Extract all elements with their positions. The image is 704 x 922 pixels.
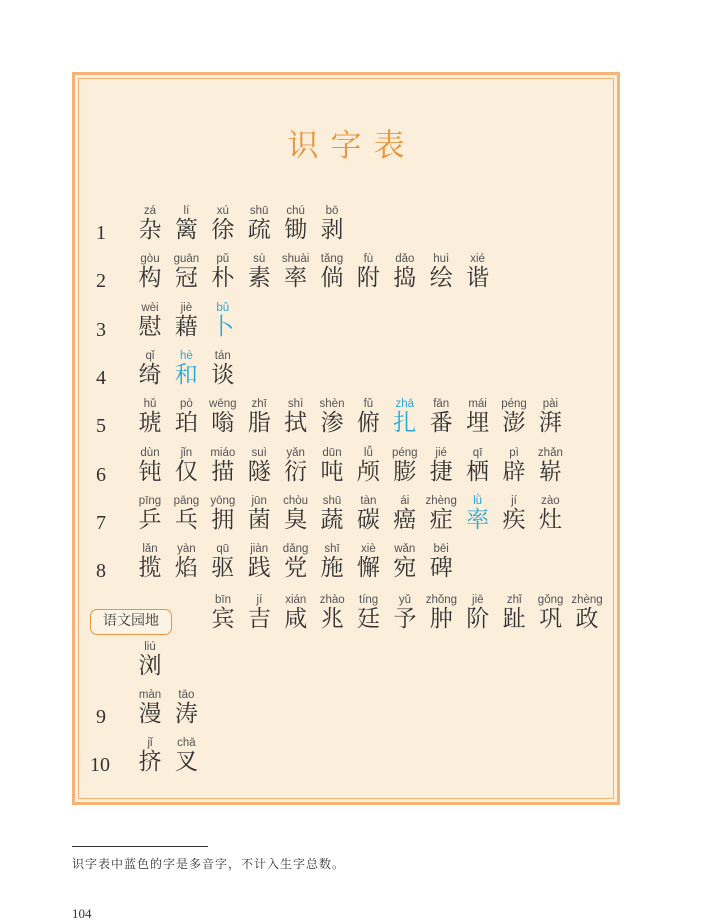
hanzi: 崭 bbox=[538, 458, 562, 485]
vocab-char bbox=[168, 737, 204, 775]
pinyin: suì bbox=[251, 446, 267, 459]
hanzi: 巩 bbox=[539, 606, 563, 632]
pinyin: zhèng bbox=[571, 594, 603, 606]
pinyin: bīn bbox=[215, 594, 231, 606]
pinyin: péng bbox=[392, 446, 418, 459]
vocab-char bbox=[168, 253, 204, 291]
pinyin: wēng bbox=[209, 398, 237, 411]
hanzi: 冠 bbox=[174, 265, 198, 292]
hanzi: 焰 bbox=[174, 555, 198, 582]
pinyin: yǔ bbox=[398, 594, 412, 606]
pinyin: tíng bbox=[359, 594, 379, 606]
hanzi: 扎 bbox=[393, 410, 417, 437]
vocab-char bbox=[132, 447, 168, 485]
pinyin: yǎn bbox=[286, 446, 305, 459]
hanzi: 珀 bbox=[174, 410, 198, 437]
pinyin: bǔ bbox=[216, 301, 230, 314]
hanzi: 予 bbox=[393, 606, 417, 632]
hanzi: 懈 bbox=[356, 555, 380, 582]
pinyin: mái bbox=[468, 398, 487, 411]
vocab-char bbox=[241, 495, 277, 533]
pinyin: hè bbox=[179, 349, 193, 362]
vocab-char bbox=[532, 447, 568, 485]
pinyin: tán bbox=[214, 349, 231, 362]
hanzi: 廷 bbox=[357, 606, 381, 632]
vocab-char bbox=[241, 205, 277, 243]
pinyin: xián bbox=[285, 594, 307, 606]
vocab-char bbox=[460, 594, 496, 632]
pinyin: tàn bbox=[360, 494, 377, 507]
hanzi: 乓 bbox=[174, 506, 198, 533]
pinyin: gòu bbox=[140, 253, 160, 266]
vocab-char bbox=[168, 350, 204, 388]
vocab-char bbox=[132, 543, 168, 581]
hanzi: 慰 bbox=[138, 313, 162, 340]
pinyin: jí bbox=[256, 594, 263, 606]
hanzi: 灶 bbox=[538, 506, 562, 533]
hanzi: 浏 bbox=[138, 653, 162, 679]
pinyin: dūn bbox=[322, 446, 342, 459]
hanzi: 隧 bbox=[247, 458, 271, 485]
pinyin: wèi bbox=[141, 301, 159, 314]
hanzi: 构 bbox=[138, 265, 162, 292]
vocab-char bbox=[350, 398, 386, 436]
vocab-char bbox=[387, 594, 423, 632]
hanzi: 番 bbox=[429, 410, 453, 437]
pinyin: dǎo bbox=[395, 253, 415, 266]
vocab-char bbox=[168, 543, 204, 581]
pinyin: ái bbox=[400, 494, 410, 507]
vocab-char bbox=[241, 447, 277, 485]
hanzi: 钝 bbox=[138, 458, 162, 485]
vocab-char bbox=[168, 447, 204, 485]
hanzi: 乒 bbox=[138, 506, 162, 533]
hanzi: 碳 bbox=[356, 506, 380, 533]
hanzi: 栖 bbox=[466, 458, 490, 485]
pinyin: tāo bbox=[178, 689, 195, 701]
pinyin: sù bbox=[253, 253, 266, 266]
pinyin: jiàn bbox=[250, 543, 269, 556]
pinyin: pīng bbox=[138, 494, 162, 507]
pinyin: fān bbox=[433, 398, 450, 411]
hanzi: 谈 bbox=[211, 361, 235, 388]
vocab-char bbox=[496, 447, 532, 485]
hanzi: 绮 bbox=[138, 361, 162, 388]
vocab-char bbox=[278, 253, 314, 291]
pinyin: lǎn bbox=[142, 543, 158, 556]
hanzi: 徐 bbox=[211, 217, 235, 243]
hanzi: 癌 bbox=[393, 506, 417, 533]
vocab-char bbox=[314, 205, 350, 243]
pinyin: jié bbox=[435, 446, 447, 459]
pinyin: dǎng bbox=[282, 543, 309, 556]
hanzi: 埋 bbox=[466, 410, 490, 437]
hanzi: 碑 bbox=[429, 555, 453, 582]
hanzi: 臭 bbox=[284, 506, 308, 533]
vocab-char bbox=[423, 495, 459, 533]
vocab-char bbox=[569, 594, 605, 632]
hanzi: 宾 bbox=[211, 606, 235, 632]
vocab-char bbox=[205, 205, 241, 243]
hanzi: 兆 bbox=[320, 606, 344, 632]
hanzi: 藉 bbox=[174, 313, 198, 340]
hanzi: 篱 bbox=[174, 217, 198, 243]
pinyin: chú bbox=[286, 205, 305, 217]
hanzi: 肿 bbox=[429, 606, 453, 632]
row-number: 5 bbox=[96, 415, 106, 438]
hanzi: 宛 bbox=[393, 555, 417, 582]
hanzi: 杂 bbox=[138, 217, 162, 243]
pinyin: bēi bbox=[433, 543, 449, 556]
vocab-char bbox=[350, 447, 386, 485]
hanzi: 党 bbox=[284, 555, 308, 582]
vocab-char bbox=[387, 253, 423, 291]
pinyin: yōng bbox=[210, 494, 236, 507]
vocab-char bbox=[460, 253, 496, 291]
hanzi: 素 bbox=[247, 265, 271, 292]
pinyin: zhèng bbox=[425, 494, 457, 507]
hanzi: 颅 bbox=[356, 458, 380, 485]
vocab-char bbox=[205, 302, 241, 340]
vocab-char bbox=[532, 495, 568, 533]
vocab-char bbox=[387, 447, 423, 485]
vocab-char bbox=[205, 398, 241, 436]
vocab-char bbox=[460, 495, 496, 533]
pinyin: pò bbox=[179, 398, 193, 411]
pinyin: shuài bbox=[281, 253, 310, 266]
vocab-char bbox=[460, 447, 496, 485]
hanzi: 嗡 bbox=[211, 410, 235, 437]
vocab-char bbox=[314, 398, 350, 436]
hanzi: 和 bbox=[174, 361, 198, 388]
pinyin: zhī bbox=[251, 398, 267, 411]
pinyin: huì bbox=[433, 253, 450, 266]
vocab-char bbox=[314, 543, 350, 581]
hanzi: 渗 bbox=[320, 410, 344, 437]
page-number: 104 bbox=[72, 906, 92, 921]
pinyin: lǜ bbox=[473, 494, 483, 507]
pinyin: péng bbox=[501, 398, 527, 411]
vocab-char bbox=[532, 398, 568, 436]
pinyin: chā bbox=[177, 737, 196, 749]
hanzi: 疏 bbox=[247, 217, 271, 243]
hanzi: 描 bbox=[211, 458, 235, 485]
pinyin: jiè bbox=[180, 301, 193, 314]
hanzi: 挤 bbox=[138, 749, 162, 775]
hanzi: 咸 bbox=[284, 606, 308, 632]
vocab-char bbox=[387, 398, 423, 436]
vocab-char bbox=[241, 253, 277, 291]
vocab-char bbox=[533, 594, 569, 632]
hanzi: 揽 bbox=[138, 555, 162, 582]
hanzi: 症 bbox=[429, 506, 453, 533]
hanzi: 叉 bbox=[174, 749, 198, 775]
hanzi: 菌 bbox=[247, 506, 271, 533]
hanzi: 琥 bbox=[138, 410, 162, 437]
vocab-char bbox=[278, 543, 314, 581]
pinyin: jí bbox=[511, 494, 517, 507]
hanzi: 吉 bbox=[247, 606, 271, 632]
vocab-char bbox=[350, 543, 386, 581]
pinyin: jūn bbox=[251, 494, 267, 507]
vocab-char bbox=[241, 594, 277, 632]
vocab-char bbox=[278, 495, 314, 533]
vocab-char bbox=[314, 495, 350, 533]
pinyin: tǎng bbox=[320, 253, 344, 266]
row-number: 8 bbox=[96, 560, 106, 583]
hanzi: 阶 bbox=[466, 606, 490, 632]
footnote-rule bbox=[72, 846, 208, 847]
vocab-char bbox=[423, 543, 459, 581]
hanzi: 辟 bbox=[502, 458, 526, 485]
vocab-char bbox=[423, 398, 459, 436]
hanzi: 俯 bbox=[356, 410, 380, 437]
pinyin: zá bbox=[143, 205, 157, 217]
vocab-char bbox=[132, 641, 168, 679]
pinyin: qū bbox=[216, 543, 230, 556]
hanzi: 澎 bbox=[502, 410, 526, 437]
hanzi: 谐 bbox=[466, 265, 490, 292]
pinyin: qǐ bbox=[145, 349, 155, 362]
hanzi: 拭 bbox=[284, 410, 308, 437]
pinyin: qī bbox=[472, 446, 483, 459]
vocab-char bbox=[205, 543, 241, 581]
vocab-char bbox=[241, 543, 277, 581]
hanzi: 倘 bbox=[320, 265, 344, 292]
vocab-char bbox=[314, 253, 350, 291]
vocab-char bbox=[241, 398, 277, 436]
vocab-char bbox=[132, 253, 168, 291]
vocab-char bbox=[205, 594, 241, 632]
pinyin: wǎn bbox=[394, 543, 416, 556]
pinyin: zhào bbox=[319, 594, 345, 606]
pinyin: bō bbox=[325, 205, 339, 217]
vocab-char bbox=[387, 495, 423, 533]
row-number: 1 bbox=[96, 222, 106, 244]
pinyin: shì bbox=[287, 398, 304, 411]
pinyin: shū bbox=[322, 494, 342, 507]
pinyin: hǔ bbox=[143, 398, 157, 411]
pinyin: pài bbox=[542, 398, 559, 411]
row-number: 2 bbox=[96, 270, 106, 293]
pinyin: zhā bbox=[395, 398, 415, 411]
pinyin: lǚ bbox=[363, 446, 373, 459]
hanzi: 涛 bbox=[174, 701, 198, 727]
hanzi: 衍 bbox=[284, 458, 308, 485]
vocab-char bbox=[205, 350, 241, 388]
pinyin: jǐ bbox=[147, 737, 153, 749]
hanzi: 捷 bbox=[429, 458, 453, 485]
hanzi: 率 bbox=[284, 265, 308, 292]
vocab-char bbox=[132, 737, 168, 775]
vocab-char bbox=[168, 689, 204, 727]
vocab-char bbox=[350, 495, 386, 533]
hanzi: 湃 bbox=[538, 410, 562, 437]
vocab-char bbox=[496, 495, 532, 533]
hanzi: 蔬 bbox=[320, 506, 344, 533]
hanzi: 疾 bbox=[502, 506, 526, 533]
pinyin: gǒng bbox=[537, 594, 564, 606]
vocab-char bbox=[132, 205, 168, 243]
hanzi: 卜 bbox=[211, 313, 235, 340]
pinyin: jǐn bbox=[180, 446, 193, 459]
pinyin: zhǐ bbox=[506, 594, 522, 606]
hanzi: 拥 bbox=[211, 506, 235, 533]
pinyin: xiè bbox=[361, 543, 376, 556]
pinyin: miáo bbox=[210, 446, 236, 459]
hanzi: 剥 bbox=[320, 217, 344, 243]
hanzi: 漫 bbox=[138, 701, 162, 727]
row-number: 10 bbox=[90, 754, 110, 776]
pinyin: pǔ bbox=[216, 253, 230, 266]
vocab-char bbox=[351, 594, 387, 632]
hanzi: 政 bbox=[575, 606, 599, 632]
vocab-char bbox=[132, 689, 168, 727]
pinyin: yàn bbox=[177, 543, 196, 556]
hanzi: 附 bbox=[356, 265, 380, 292]
pinyin: fù bbox=[363, 253, 374, 266]
pinyin: xié bbox=[470, 253, 485, 266]
hanzi: 脂 bbox=[247, 410, 271, 437]
hanzi: 锄 bbox=[284, 217, 308, 243]
hanzi: 践 bbox=[247, 555, 271, 582]
hanzi: 驱 bbox=[211, 555, 235, 582]
hanzi: 膨 bbox=[393, 458, 417, 485]
hanzi: 施 bbox=[320, 555, 344, 582]
vocab-char bbox=[168, 205, 204, 243]
hanzi: 绘 bbox=[429, 265, 453, 292]
pinyin: pì bbox=[509, 446, 519, 459]
pinyin: shū bbox=[249, 205, 269, 217]
row-number: 3 bbox=[96, 318, 106, 341]
row-number: 9 bbox=[96, 706, 106, 728]
vocab-char bbox=[205, 495, 241, 533]
vocab-char bbox=[278, 447, 314, 485]
pinyin: zào bbox=[541, 494, 560, 507]
vocab-char bbox=[168, 302, 204, 340]
vocab-char bbox=[168, 398, 204, 436]
vocab-char bbox=[423, 253, 459, 291]
vocab-char bbox=[278, 594, 314, 632]
hanzi: 朴 bbox=[211, 265, 235, 292]
vocab-char bbox=[387, 543, 423, 581]
row-number: 4 bbox=[96, 366, 106, 389]
pinyin: shèn bbox=[319, 398, 345, 411]
vocab-char bbox=[132, 302, 168, 340]
vocab-char bbox=[460, 398, 496, 436]
pinyin: màn bbox=[138, 689, 162, 701]
pinyin: dùn bbox=[140, 446, 160, 459]
vocab-char bbox=[132, 495, 168, 533]
pinyin: zhǒng bbox=[425, 594, 458, 606]
vocab-char bbox=[205, 253, 241, 291]
hanzi: 率 bbox=[466, 506, 490, 533]
hanzi: 趾 bbox=[502, 606, 526, 632]
hanzi: 仅 bbox=[174, 458, 198, 485]
pinyin: guān bbox=[173, 253, 200, 266]
vocab-char bbox=[423, 594, 459, 632]
pinyin: chòu bbox=[283, 494, 309, 507]
vocab-char bbox=[132, 398, 168, 436]
vocab-char bbox=[314, 594, 350, 632]
hanzi: 吨 bbox=[320, 458, 344, 485]
pinyin: xú bbox=[216, 205, 229, 217]
garden-badge: 语文园地 bbox=[90, 609, 172, 635]
pinyin: shī bbox=[324, 543, 340, 556]
pinyin: fǔ bbox=[363, 398, 374, 411]
footnote: 识字表中蓝色的字是多音字，不计入生字总数。 bbox=[72, 857, 346, 871]
vocab-char bbox=[496, 594, 532, 632]
vocab-char bbox=[496, 398, 532, 436]
vocab-char bbox=[278, 398, 314, 436]
vocab-char bbox=[168, 495, 204, 533]
pinyin: zhǎn bbox=[537, 446, 563, 459]
vocab-char bbox=[205, 447, 241, 485]
vocab-char bbox=[132, 350, 168, 388]
pinyin: lí bbox=[183, 205, 190, 217]
pinyin: jiē bbox=[472, 594, 484, 606]
pinyin: pāng bbox=[173, 494, 200, 507]
page-title: 识字表 bbox=[287, 128, 417, 164]
pinyin: liú bbox=[144, 641, 156, 653]
vocab-char bbox=[314, 447, 350, 485]
row-number: 6 bbox=[96, 463, 106, 486]
vocab-char bbox=[278, 205, 314, 243]
vocab-char bbox=[350, 253, 386, 291]
hanzi: 捣 bbox=[393, 265, 417, 292]
vocab-char bbox=[423, 447, 459, 485]
row-number: 7 bbox=[96, 511, 106, 534]
